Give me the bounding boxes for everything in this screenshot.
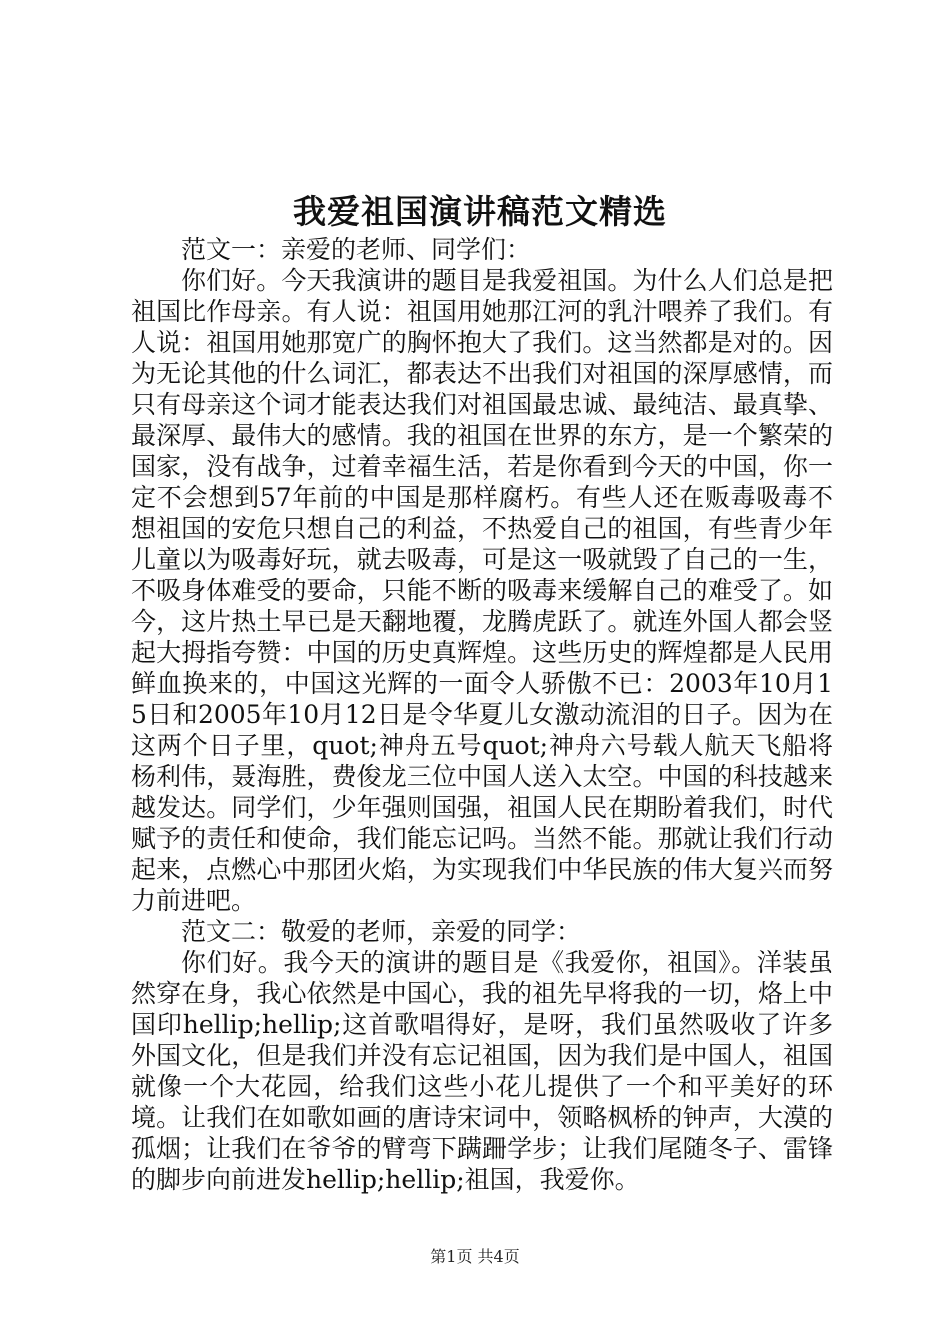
document-title: 我爱祖国演讲稿范文精选 xyxy=(293,192,667,231)
paragraph-4: 你们好。我今天的演讲的题目是《我爱你，祖国》。洋装虽然穿在身，我心依然是中国心，我的祖先早将我的一切，烙上中国印hellip;hellip;这首歌唱得好，是呀，我们虽然吸收了许多外国文化，但是我们并没有忘记祖国，因为我们是中国人，祖国就像一个大花园，给我们这些小花儿提供了一个和平美好的环境。让我们在如歌如画的唐诗宋词中，领略枫桥的钟声，大漠的孤烟；让我们在爷爷的臂弯下蹒跚学步；让我们尾随冬子、雷锋的脚步向前进发hellip;hellip;祖国，我爱你。 xyxy=(131,948,833,1194)
page-footer: 第1页 共4页 xyxy=(430,1247,520,1266)
document-body xyxy=(131,234,833,1195)
paragraph-3: 范文二：敬爱的老师，亲爱的同学： xyxy=(181,917,582,946)
paragraph-1: 范文一：亲爱的老师、同学们： xyxy=(181,235,532,264)
paragraph-2: 你们好。今天我演讲的题目是我爱祖国。为什么人们总是把祖国比作母亲。有人说：祖国用她那江河的乳汁喂养了我们。有人说：祖国用她那宽广的胸怀抱大了我们。这当然都是对的。因为无论其他的什么词汇，都表达不出我们对祖国的深厚感情，而只有母亲这个词才能表达我们对祖国最忠诚、最纯洁、最真挚、最深厚、最伟大的感情。我的祖国在世界的东方，是一个繁荣的国家，没有战争，过着幸福生活，若是你看到今天的中国，你一定不会想到57年前的中国是那样腐朽。有些人还在贩毒吸毒不想祖国的安危只想自己的利益，不热爱自己的祖国，有些青少年儿童以为吸毒好玩，就去吸毒，可是这一吸就毁了自己的一生，不吸身体难受的要命，只能不断的吸毒来缓解自己的难受了。如今，这片热土早已是天翻地覆，龙腾虎跃了。就连外国人都会竖起大拇指夸赞：中国的历史真辉煌。这些历史的辉煌都是人民用鲜血换来的，中国这光辉的一面令人骄傲不已：2003年10月15日和2005年10月12日是令华夏儿女激动流泪的日子。因为在这两个日子里，quot;神舟五号quot;神舟六号载人航天飞船将杨利伟，聂海胜，费俊龙三位中国人送入太空。中国的科技越来越发达。同学们，少年强则国强，祖国人民在期盼着我们，时代赋予的责任和使命，我们能忘记吗。当然不能。那就让我们行动起来，点燃心中那团火焰，为实现我们中华民族的伟大复兴而努力前进吧。 xyxy=(131,266,833,915)
